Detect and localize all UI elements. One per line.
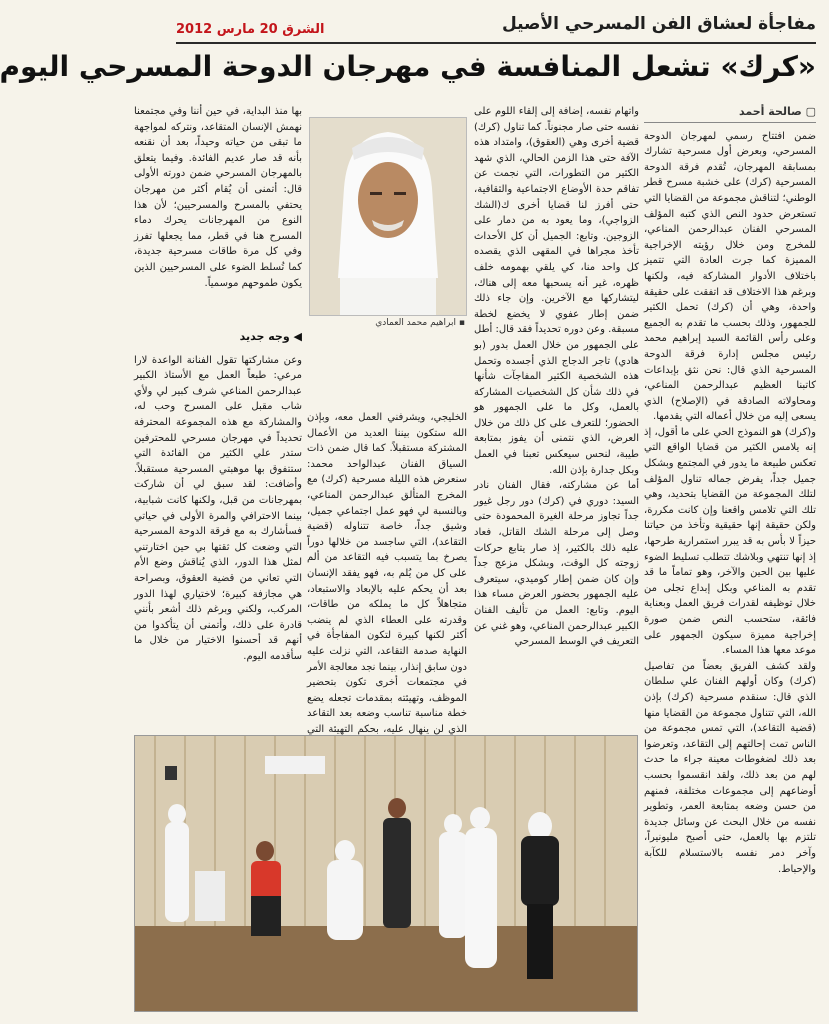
paragraph: ولقد كشف الفريق بعضاً من تفاصيل (كرك) وكان أولهم الفنان علي سلطان الذي قال: سنقدم مسرحية (كرك) بإذن الله، التي تتناول مجموعة من القضايا منها (قضية التقاعد)، التي تمس مجموعة من الناس تمت إحالتهم إلى التقاعد، وتعرضوا بعد ذلك لضغوطات معينة جراء ما حدث لهم من بعد ذلك، ولقد انقسموا بحسب أوضاعهم إلى مجموعات مختلفة، فمنهم من حسن وضعه بمتابعة العمر، وتطوير نفسه من خلال البحث عن وسائل جديدة تلتزم بها بالعمل، حتى أصبح مليونيراً، وآخر دمر نفسه بالاستسلام للكآبة والإحباط. bbox=[644, 660, 816, 875]
masthead-bar bbox=[176, 8, 816, 44]
author-name: صالحة أحمد bbox=[739, 105, 802, 118]
headline: «كرك» تشعل المنافسة في مهرجان الدوحة المسرحي اليوم bbox=[0, 50, 816, 83]
source-name: الشرق bbox=[282, 22, 325, 37]
camera-icon: ▪ bbox=[456, 318, 465, 328]
paragraph: ضمن افتتاح رسمي لمهرجان الدوحة المسرحي، وبعرض أول مسرحية تشارك بمسابقة المهرجان، تُقدم فرقة الدوحة المسرحية (كرك) على خشبة مسرح قطر الوطني؛ لتناقش مجموعة من القضايا التي تستعرض حدود النص الذي كتبه المؤلف المسرحي الفنان عبدالرحمن المناعي، للمخرج ومن خلال رؤيته الإخراجية المميزة كما جرت العادة التي تتميز باختلاف الأدوار المشاركة فيه، ولكنها وبرغم هذا الاختلاف قد اتفقت على حقيقة واحدة، وهي أن (كرك) تحمل الكثير للجمهور، وذلك بحسب ما تقدم به الجميع وعلى رأس القائمة السيد إبراهيم محمد رئيس مجلس إدارة فرقة الدوحة المسرحية الذي قال: نحن نثق بإبداعات كاتبنا العظيم عبدالرحمن المناعي، ومحاولاته الصادقة في (الإصلاح) الذي يسعى إليه من خلال أعماله التي يقدمها. bbox=[644, 130, 816, 423]
byline bbox=[644, 104, 816, 123]
pen-icon: ▢ bbox=[801, 105, 816, 118]
subheading: ◀ وجه جديد bbox=[239, 330, 302, 343]
paragraph: و(كرك) هو النموذج الحي على ما أقول، إذ إنه يلامس الكثير من قضايا الواقع التي تعكس طبيعة ما يدور في المجتمع وبشكل جميل جداً، يفرض جماله تناول المؤلف لتلك المجموعة من القضايا بتحديد، وهي تلك التي تلامس واقعنا وإن كانت مكررة، ولكن حقيقة إنها حقيقية وتأخذ من حياتنا حيزاً لا بأس به قد يبرر استمرارية طرحها، إذ إنها تنتهي وبلاشك تتطلب تسليط الضوء عليها بين الحين والآخر، وهو تماماً ما قد تقدم به المناعي وبكل إبداع تجلى من خلال توظيفه لقدرات فريق العمل وبعناية فائقة، ستحسب النص ضمن صورة إخراجية مميزة سيكون الجمهور على موعد معها هذا المساء. bbox=[644, 426, 816, 657]
paragraph: واتهام نفسه، إضافة إلى إلقاء اللوم على نفسه حتى صار مجنوناً. كما تناول (كرك) قضية أخرى وهي (العقوق)، وامتداد هذه الآفة حتى هذا الزمن الحالي، الذي شهد الكثير من التطورات، التي نجمت عن تفاقم حدة الأوضاع الاجتماعية والثقافية، حتى أفرز لنا قضايا أخرى ك(الشك الزواجي)، وما يعود به من دمار على الزوجين. وتابع: الجميل أن كل الأحداث تأخذ مجراها في المقهى الذي يقصده كل واحد منا، كي يلقي بهمومه خلف ظهره، غير أنه يسحبها معه إلى هناك، ليتشاركها مع الآخرين. وإن جاء ذلك ضمن إطار عفوي لا يخضع لخطة مسبقة. وعن دوره تحديداً فقد قال: أطل على الجمهور من خلال العمل بدور (بو هادي) تاجر الدجاج الذي أجسده وتحمل هذه الشخصية الكثير المفاجآت شأنها في ذلك شأن كل الشخصيات المشاركة بالعمل، وكل ما على الجمهور هو الحضور؛ للتعرف على كل ذلك من خلال العرض، الذي نتمنى أن يفوز بمتابعة طيبة، لنحس سيعكس تعبنا في العمل وبكل جدارة بإذن الله. bbox=[474, 106, 639, 476]
column-1 bbox=[644, 104, 816, 1004]
column-3 bbox=[307, 410, 467, 740]
man-portrait-icon bbox=[310, 118, 466, 315]
portrait-photo bbox=[309, 117, 467, 316]
stage-rehearsal-icon bbox=[135, 736, 637, 1011]
rehearsal-photo bbox=[134, 735, 638, 1012]
column-4 bbox=[134, 104, 302, 744]
paragraph: الخليجي، ويشرفني العمل معه، وبإذن الله ستكون بيننا العديد من الأعمال المشتركة مستقبلاً. كما قال ضمن ذات السياق الفنان عبدالواحد محمد: سنعرض هذه الليلة مسرحية (كرك) مع المخرج المتألق عبدالرحمن المناعي، وبالنسبة لي فهو عمل اجتماعي جميل، وشيق جداً، خاصة تتناوله (قضية التقاعد)، التي ساجسد من خلالها دوراً يصرخ بما يتسبب فيه التقاعد من ألم على كل من يُلم به، فهو يفقد الإنسان بعد أن يحكم عليه بالإبعاد والاستبعاد، متجاهلاً كل ما يملكه من طاقات، وقدرته على العطاء الذي لم ينضب أكثر لكنها كبيرة لتكون المفاجأة في النهاية صدمة التقاعد، التي نزلت عليه دون سابق إنذار، بينما نجد معالجة الأمر في مجتمعات أخرى تكون بتحضير الموظف، وتهيئته بمقدمات تجعله يضع خطة مناسبة تناسب وضعه بعد التقاعد الذي لن ينهال عليه، بحكم التهيئة التي bbox=[307, 412, 467, 735]
portrait-caption: ▪ ابراهيم محمد العمادي bbox=[375, 318, 465, 328]
issue-date: 20 مارس 2012 bbox=[176, 22, 278, 37]
arrow-bullet-icon: ◀ bbox=[289, 330, 302, 343]
column-2 bbox=[474, 104, 639, 784]
paragraph: بها منذ البداية، في حين أننا وفي مجتمعنا نهمش الإنسان المتقاعد، ونتركه لمواجهة ما تبقى من حياته وحيداً، بعد أن نقنعه بأنه قد صار عديم الفائدة. وفيما يتعلق بالمهرجان المسرحي ضمن دورته الأولى قال: أتمنى أن يُقام أكثر من مهرجان يحتفي بالمسرح والمسرحيين؛ لأن هذا النوع من المهرجانات يحرك دماء المسرح هنا في قطر، مما يجعلها تفرز وفي كل مرة طاقات مسرحية جديدة، كما تُسلط الضوء على المسرحيين الذين يكون طموحهم موسمياً. bbox=[134, 106, 302, 289]
dateline bbox=[176, 22, 325, 37]
kicker: مفاجأة لعشاق الفن المسرحي الأصيل bbox=[501, 14, 816, 34]
paragraph: أما عن مشاركته، فقال الفنان نادر السيد: دوري في (كرك) دور رجل غيور جداً تجاوز مرحلة الغيرة المحمودة حتى وصل إلى مرحلة الشك القاتل، فعاد عليه ذلك بالكثير، إذ صار يتابع حركات زوجته كل الوقت، وبشكل مزعج جداً وإن كان ضمن إطار كوميدي، سيتعرف عليه الجمهور بحضور العرض مساء هذا اليوم. وتابع: العمل من تأليف الفنان الكبير عبدالرحمن المناعي، وهو غني عن التعريف في الوسط المسرحي bbox=[474, 480, 639, 648]
paragraph: وعن مشاركتها تقول الفنانة الواعدة لارا مرعي: طبعاً العمل مع الأستاذ الكبير عبدالرحمن المناعي شرف كبير لي ولأي شاب مقبل على المسرح وحب له، والمشاركة مع هذه المجموعة المحترفة تحديداً في مهرجان مسرحي للمحترفين ستدر علي الكثير من الفائدة التي ستتفوق بها موهبتي المسرحية مستقبلاً. وأضافت: لقد سبق لي أن شاركت بمهرجانات من قبل، ولكنها كانت شبابية، بينما الاحترافي والمرة الأولى في حياتي فسأشارك به مع فرقة الدوحة المسرحية التي وضعت كل ثقتها بي حين اختارتني لمثل هذا الدور، الذي يُناقش وضع الأم التي تعاني من قضية العقوق، وبصراحة هي مجازفة كبيرة؛ لاختياري لهذا الدور المركب، ولكني وبرغم ذلك أشعر بأنني قادرة على ذلك، وأتمنى أن يتأكدوا من أنهم قد أحسنوا الاختيار من خلال ما سأقدمه اليوم. bbox=[134, 354, 302, 662]
